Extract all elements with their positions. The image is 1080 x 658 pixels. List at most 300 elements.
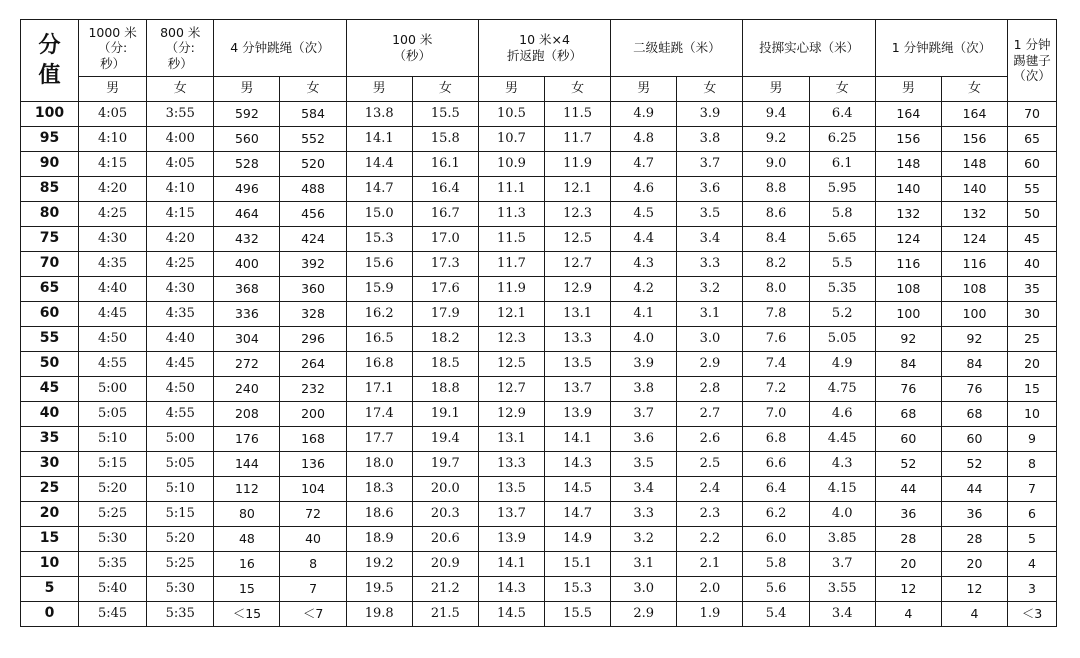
score-cell: 80 (21, 202, 79, 227)
value-cell: 108 (875, 277, 941, 302)
score-cell: 55 (21, 327, 79, 352)
value-cell: 4:45 (79, 302, 147, 327)
value-cell: 5:15 (79, 452, 147, 477)
value-cell: 20.6 (412, 527, 478, 552)
score-cell: 70 (21, 252, 79, 277)
table-row (21, 202, 1057, 227)
value-cell: 3.9 (677, 102, 743, 127)
value-cell: 520 (280, 152, 346, 177)
value-cell: 5:05 (147, 452, 214, 477)
table-row (21, 552, 1057, 577)
value-cell: 11.9 (478, 277, 544, 302)
header-sub-3-1: 女 (412, 77, 478, 102)
value-cell: 328 (280, 302, 346, 327)
value-cell: 9.4 (743, 102, 809, 127)
value-cell: 13.3 (478, 452, 544, 477)
value-cell: 8.2 (743, 252, 809, 277)
value-cell: 12.1 (478, 302, 544, 327)
value-cell: 3.7 (809, 552, 875, 577)
value-cell: 16.4 (412, 177, 478, 202)
value-cell: 15.3 (346, 227, 412, 252)
value-cell: 3.1 (611, 552, 677, 577)
value-cell: 19.7 (412, 452, 478, 477)
value-cell: 28 (941, 527, 1007, 552)
value-cell: 18.6 (346, 502, 412, 527)
value-cell: 5.8 (743, 552, 809, 577)
value-cell: 15.8 (412, 127, 478, 152)
value-cell: 132 (875, 202, 941, 227)
value-cell: 40 (1008, 252, 1057, 277)
value-cell: 15.0 (346, 202, 412, 227)
value-cell: 14.1 (346, 127, 412, 152)
value-cell: 20 (875, 552, 941, 577)
value-cell: 392 (280, 252, 346, 277)
score-cell: 85 (21, 177, 79, 202)
value-cell: 36 (875, 502, 941, 527)
value-cell: 592 (214, 102, 280, 127)
header-group-2: 4 分钟跳绳（次） (214, 20, 346, 77)
value-cell: 2.2 (677, 527, 743, 552)
value-cell: 5:15 (147, 502, 214, 527)
value-cell: 21.5 (412, 602, 478, 627)
value-cell: 272 (214, 352, 280, 377)
value-cell: 13.8 (346, 102, 412, 127)
value-cell: 5:35 (79, 552, 147, 577)
header-group-5: 二级蛙跳（米） (611, 20, 743, 77)
value-cell: 6.8 (743, 427, 809, 452)
value-cell: 18.5 (412, 352, 478, 377)
value-cell: 13.7 (478, 502, 544, 527)
value-cell: 14.4 (346, 152, 412, 177)
value-cell: 4.6 (809, 402, 875, 427)
value-cell: 208 (214, 402, 280, 427)
value-cell: 4.0 (611, 327, 677, 352)
value-cell: 3.4 (677, 227, 743, 252)
value-cell: 6.1 (809, 152, 875, 177)
value-cell: 8.0 (743, 277, 809, 302)
value-cell: 6.4 (743, 477, 809, 502)
value-cell: 10.9 (478, 152, 544, 177)
value-cell: 304 (214, 327, 280, 352)
value-cell: 4 (875, 602, 941, 627)
value-cell: 7.0 (743, 402, 809, 427)
value-cell: 12.3 (478, 327, 544, 352)
value-cell: 6.0 (743, 527, 809, 552)
value-cell: 5:30 (79, 527, 147, 552)
value-cell: 112 (214, 477, 280, 502)
value-cell: 4:45 (147, 352, 214, 377)
value-cell: 4:35 (79, 252, 147, 277)
value-cell: 14.5 (545, 477, 611, 502)
value-cell: 5.35 (809, 277, 875, 302)
value-cell: 17.6 (412, 277, 478, 302)
value-cell: 14.9 (545, 527, 611, 552)
value-cell: 60 (1008, 152, 1057, 177)
value-cell: 50 (1008, 202, 1057, 227)
value-cell: 176 (214, 427, 280, 452)
value-cell: 18.2 (412, 327, 478, 352)
value-cell: 5:25 (79, 502, 147, 527)
score-cell: 60 (21, 302, 79, 327)
value-cell: 5.05 (809, 327, 875, 352)
value-cell: ＜15 (214, 602, 280, 627)
value-cell: 8 (280, 552, 346, 577)
value-cell: 9.0 (743, 152, 809, 177)
value-cell: 100 (875, 302, 941, 327)
value-cell: 92 (875, 327, 941, 352)
table-header (21, 20, 1057, 102)
value-cell: 200 (280, 402, 346, 427)
value-cell: 18.3 (346, 477, 412, 502)
value-cell: 52 (941, 452, 1007, 477)
value-cell: 20.3 (412, 502, 478, 527)
value-cell: 5.65 (809, 227, 875, 252)
value-cell: 13.5 (478, 477, 544, 502)
value-cell: 144 (214, 452, 280, 477)
value-cell: 76 (875, 377, 941, 402)
value-cell: 488 (280, 177, 346, 202)
header-sub-7-1: 女 (941, 77, 1007, 102)
value-cell: 3.1 (677, 302, 743, 327)
value-cell: 12.1 (545, 177, 611, 202)
value-cell: 108 (941, 277, 1007, 302)
value-cell: 14.1 (545, 427, 611, 452)
value-cell: 5.5 (809, 252, 875, 277)
value-cell: 84 (941, 352, 1007, 377)
value-cell: 7 (280, 577, 346, 602)
value-cell: 12.9 (478, 402, 544, 427)
value-cell: 496 (214, 177, 280, 202)
value-cell: 19.2 (346, 552, 412, 577)
table-row (21, 502, 1057, 527)
value-cell: 2.8 (677, 377, 743, 402)
value-cell: 14.3 (478, 577, 544, 602)
value-cell: 5:05 (79, 402, 147, 427)
value-cell: 10 (1008, 402, 1057, 427)
value-cell: 16 (214, 552, 280, 577)
value-cell: 2.1 (677, 552, 743, 577)
value-cell: 2.5 (677, 452, 743, 477)
value-cell: 19.1 (412, 402, 478, 427)
value-cell: 296 (280, 327, 346, 352)
value-cell: 16.8 (346, 352, 412, 377)
value-cell: 4:20 (147, 227, 214, 252)
header-sub-2-0: 男 (214, 77, 280, 102)
value-cell: 124 (875, 227, 941, 252)
value-cell: 4:05 (79, 102, 147, 127)
value-cell: 7.4 (743, 352, 809, 377)
header-group-3: 100 米 （秒） (346, 20, 478, 77)
value-cell: 35 (1008, 277, 1057, 302)
score-cell: 40 (21, 402, 79, 427)
value-cell: 17.4 (346, 402, 412, 427)
score-cell: 0 (21, 602, 79, 627)
table-row (21, 127, 1057, 152)
value-cell: 15 (214, 577, 280, 602)
value-cell: 5.2 (809, 302, 875, 327)
value-cell: 12 (875, 577, 941, 602)
value-cell: 60 (941, 427, 1007, 452)
header-jianzi: 1 分钟 踢毽子 （次） (1008, 20, 1057, 102)
value-cell: 11.1 (478, 177, 544, 202)
value-cell: 368 (214, 277, 280, 302)
value-cell: 4:50 (147, 377, 214, 402)
value-cell: 84 (875, 352, 941, 377)
value-cell: 4.6 (611, 177, 677, 202)
value-cell: 11.7 (545, 127, 611, 152)
value-cell: 20.0 (412, 477, 478, 502)
header-score: 分 值 (21, 20, 79, 102)
value-cell: 3.8 (611, 377, 677, 402)
value-cell: 5:20 (147, 527, 214, 552)
value-cell: 4.45 (809, 427, 875, 452)
value-cell: 16.5 (346, 327, 412, 352)
table-row (21, 152, 1057, 177)
value-cell: 18.9 (346, 527, 412, 552)
value-cell: 11.3 (478, 202, 544, 227)
header-sub-3-0: 男 (346, 77, 412, 102)
value-cell: 17.7 (346, 427, 412, 452)
value-cell: 16.7 (412, 202, 478, 227)
value-cell: 92 (941, 327, 1007, 352)
table-row (21, 177, 1057, 202)
value-cell: 3 (1008, 577, 1057, 602)
value-cell: 2.9 (611, 602, 677, 627)
value-cell: 4:30 (79, 227, 147, 252)
value-cell: 5.8 (809, 202, 875, 227)
value-cell: 12.5 (478, 352, 544, 377)
value-cell: 5:40 (79, 577, 147, 602)
value-cell: 4.15 (809, 477, 875, 502)
value-cell: 18.8 (412, 377, 478, 402)
value-cell: 3.8 (677, 127, 743, 152)
header-sub-4-1: 女 (545, 77, 611, 102)
value-cell: 36 (941, 502, 1007, 527)
value-cell: 65 (1008, 127, 1057, 152)
value-cell: 168 (280, 427, 346, 452)
value-cell: 6.6 (743, 452, 809, 477)
value-cell: 2.7 (677, 402, 743, 427)
value-cell: 44 (941, 477, 1007, 502)
value-cell: 5:00 (79, 377, 147, 402)
value-cell: 560 (214, 127, 280, 152)
value-cell: 164 (941, 102, 1007, 127)
header-group-1: 800 米 （分: 秒） (147, 20, 214, 77)
value-cell: 18.0 (346, 452, 412, 477)
value-cell: 8.6 (743, 202, 809, 227)
value-cell: 3.4 (809, 602, 875, 627)
value-cell: 140 (941, 177, 1007, 202)
value-cell: 25 (1008, 327, 1057, 352)
value-cell: 3.5 (677, 202, 743, 227)
value-cell: 148 (875, 152, 941, 177)
table-row (21, 452, 1057, 477)
value-cell: 13.1 (478, 427, 544, 452)
value-cell: 124 (941, 227, 1007, 252)
value-cell: 15.5 (412, 102, 478, 127)
value-cell: 21.2 (412, 577, 478, 602)
value-cell: 336 (214, 302, 280, 327)
value-cell: 3.4 (611, 477, 677, 502)
value-cell: 2.3 (677, 502, 743, 527)
value-cell: 3.2 (611, 527, 677, 552)
table-row (21, 402, 1057, 427)
table-row (21, 327, 1057, 352)
header-group-0: 1000 米 （分: 秒） (79, 20, 147, 77)
table-row (21, 277, 1057, 302)
value-cell: 11.5 (478, 227, 544, 252)
value-cell: 148 (941, 152, 1007, 177)
score-cell: 75 (21, 227, 79, 252)
value-cell: 3.0 (677, 327, 743, 352)
value-cell: 3.55 (809, 577, 875, 602)
value-cell: 424 (280, 227, 346, 252)
header-sub-5-0: 男 (611, 77, 677, 102)
value-cell: 4:10 (147, 177, 214, 202)
score-table-container (20, 19, 1057, 627)
score-cell: 45 (21, 377, 79, 402)
value-cell: 2.9 (677, 352, 743, 377)
value-cell: 6 (1008, 502, 1057, 527)
value-cell: 432 (214, 227, 280, 252)
value-cell: 116 (941, 252, 1007, 277)
value-cell: 60 (875, 427, 941, 452)
value-cell: 4.4 (611, 227, 677, 252)
value-cell: 13.5 (545, 352, 611, 377)
value-cell: 5:10 (79, 427, 147, 452)
value-cell: 8.4 (743, 227, 809, 252)
header-group-4: 10 米×4 折返跑（秒） (478, 20, 610, 77)
header-sub-2-1: 女 (280, 77, 346, 102)
value-cell: 10.7 (478, 127, 544, 152)
value-cell: 4.1 (611, 302, 677, 327)
value-cell: 16.2 (346, 302, 412, 327)
value-cell: 6.4 (809, 102, 875, 127)
value-cell: 232 (280, 377, 346, 402)
value-cell: 15.5 (545, 602, 611, 627)
value-cell: 4.8 (611, 127, 677, 152)
value-cell: 4:15 (79, 152, 147, 177)
value-cell: 7 (1008, 477, 1057, 502)
value-cell: 156 (941, 127, 1007, 152)
value-cell: 4.3 (611, 252, 677, 277)
value-cell: 240 (214, 377, 280, 402)
value-cell: 2.6 (677, 427, 743, 452)
value-cell: 7.6 (743, 327, 809, 352)
value-cell: 14.7 (545, 502, 611, 527)
value-cell: 3.6 (611, 427, 677, 452)
value-cell: 4:30 (147, 277, 214, 302)
value-cell: 3:55 (147, 102, 214, 127)
value-cell: 13.7 (545, 377, 611, 402)
value-cell: 15.9 (346, 277, 412, 302)
value-cell: 5:10 (147, 477, 214, 502)
score-cell: 65 (21, 277, 79, 302)
value-cell: 20 (941, 552, 1007, 577)
value-cell: 528 (214, 152, 280, 177)
table-row (21, 102, 1057, 127)
value-cell: 9.2 (743, 127, 809, 152)
value-cell: 4.3 (809, 452, 875, 477)
value-cell: 17.0 (412, 227, 478, 252)
value-cell: 4:00 (147, 127, 214, 152)
table-row (21, 477, 1057, 502)
value-cell: 7.8 (743, 302, 809, 327)
value-cell: 4.7 (611, 152, 677, 177)
header-sub-7-0: 男 (875, 77, 941, 102)
value-cell: 13.9 (478, 527, 544, 552)
value-cell: 11.5 (545, 102, 611, 127)
score-cell: 100 (21, 102, 79, 127)
table-row (21, 352, 1057, 377)
value-cell: 8.8 (743, 177, 809, 202)
value-cell: 3.9 (611, 352, 677, 377)
value-cell: 4:20 (79, 177, 147, 202)
value-cell: 3.7 (611, 402, 677, 427)
value-cell: 15.1 (545, 552, 611, 577)
value-cell: 55 (1008, 177, 1057, 202)
value-cell: 76 (941, 377, 1007, 402)
value-cell: 4:55 (147, 402, 214, 427)
value-cell: 140 (875, 177, 941, 202)
value-cell: 164 (875, 102, 941, 127)
value-cell: 14.5 (478, 602, 544, 627)
value-cell: 5.4 (743, 602, 809, 627)
value-cell: 4 (1008, 552, 1057, 577)
value-cell: 3.7 (677, 152, 743, 177)
table-row (21, 302, 1057, 327)
header-sub-5-1: 女 (677, 77, 743, 102)
value-cell: 4:35 (147, 302, 214, 327)
value-cell: 48 (214, 527, 280, 552)
value-cell: 360 (280, 277, 346, 302)
value-cell: 12.7 (478, 377, 544, 402)
value-cell: 4:05 (147, 152, 214, 177)
value-cell: 12.3 (545, 202, 611, 227)
value-cell: 7.2 (743, 377, 809, 402)
value-cell: 13.3 (545, 327, 611, 352)
value-cell: 70 (1008, 102, 1057, 127)
table-row (21, 252, 1057, 277)
value-cell: 5:00 (147, 427, 214, 452)
value-cell: 4:50 (79, 327, 147, 352)
value-cell: 11.9 (545, 152, 611, 177)
value-cell: 3.6 (677, 177, 743, 202)
value-cell: 4:55 (79, 352, 147, 377)
value-cell: 19.4 (412, 427, 478, 452)
score-cell: 90 (21, 152, 79, 177)
value-cell: 4:10 (79, 127, 147, 152)
value-cell: 19.5 (346, 577, 412, 602)
value-cell: 15.6 (346, 252, 412, 277)
value-cell: 15 (1008, 377, 1057, 402)
header-sub-0-0: 男 (79, 77, 147, 102)
value-cell: 14.1 (478, 552, 544, 577)
value-cell: 20.9 (412, 552, 478, 577)
value-cell: 40 (280, 527, 346, 552)
value-cell: 4.9 (611, 102, 677, 127)
value-cell: 132 (941, 202, 1007, 227)
value-cell: 52 (875, 452, 941, 477)
value-cell: 11.7 (478, 252, 544, 277)
value-cell: 156 (875, 127, 941, 152)
value-cell: 4:25 (147, 252, 214, 277)
table-row (21, 527, 1057, 552)
value-cell: 12.7 (545, 252, 611, 277)
value-cell: 3.85 (809, 527, 875, 552)
header-sub-6-0: 男 (743, 77, 809, 102)
header-sub-1-0: 女 (147, 77, 214, 102)
